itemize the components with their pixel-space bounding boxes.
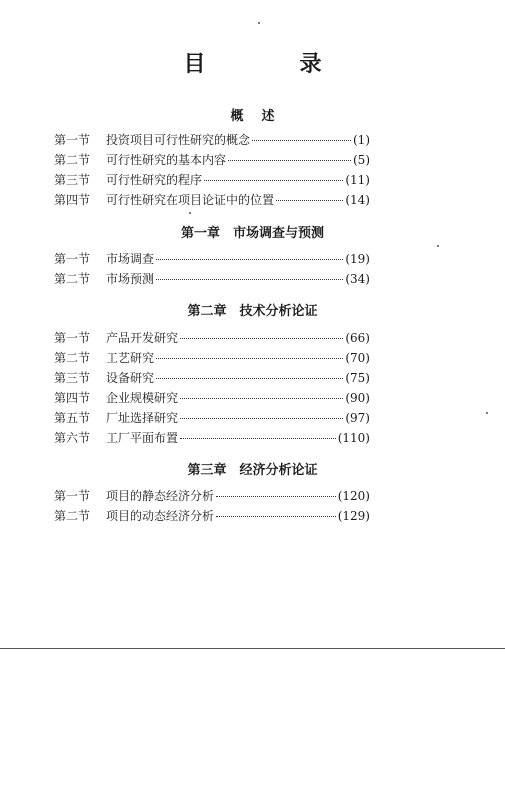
toc-entry[interactable] bbox=[54, 389, 370, 407]
page-reference: (1) bbox=[353, 133, 370, 147]
page-reference: (129) bbox=[337, 509, 370, 523]
toc-entry[interactable] bbox=[54, 171, 370, 189]
dot-leader bbox=[180, 397, 343, 399]
entry-title: 项目的静态经济分析 bbox=[106, 489, 215, 503]
toc-entry[interactable] bbox=[54, 191, 370, 209]
section-number: 第一节 bbox=[54, 331, 91, 345]
scan-speck bbox=[258, 22, 260, 24]
toc-entry[interactable] bbox=[54, 329, 370, 347]
entry-title: 企业规模研究 bbox=[106, 391, 179, 405]
toc-entry[interactable] bbox=[54, 151, 370, 169]
entry-title: 厂址选择研究 bbox=[106, 411, 179, 425]
page-reference: (75) bbox=[345, 371, 370, 385]
toc-entry[interactable] bbox=[54, 250, 370, 268]
entry-title: 投资项目可行性研究的概念 bbox=[106, 133, 251, 147]
page-reference: (110) bbox=[337, 431, 370, 445]
section-number: 第三节 bbox=[54, 173, 91, 187]
page-reference: (90) bbox=[345, 391, 370, 405]
scan-speck bbox=[486, 412, 488, 414]
section-number: 第二节 bbox=[54, 351, 91, 365]
scan-speck bbox=[437, 245, 439, 247]
entry-title: 市场调查 bbox=[106, 252, 155, 266]
entry-title: 工艺研究 bbox=[106, 351, 155, 365]
toc-entry[interactable] bbox=[54, 409, 370, 427]
overview-heading: 概述 bbox=[230, 109, 293, 124]
dot-leader bbox=[204, 179, 343, 181]
section-number: 第四节 bbox=[54, 391, 91, 405]
horizontal-rule bbox=[0, 648, 505, 649]
dot-leader bbox=[216, 515, 336, 517]
toc-entry[interactable] bbox=[54, 131, 370, 149]
toc-entry[interactable] bbox=[54, 507, 370, 525]
toc-entry[interactable] bbox=[54, 349, 370, 367]
page-reference: (19) bbox=[345, 252, 370, 266]
toc-entry[interactable] bbox=[54, 270, 370, 288]
dot-leader bbox=[156, 377, 343, 379]
chapter-heading: 第二章 技术分析论证 bbox=[187, 304, 318, 319]
section-number: 第六节 bbox=[54, 431, 91, 445]
page-reference: (14) bbox=[345, 193, 370, 207]
toc-entry[interactable] bbox=[54, 429, 370, 447]
section-number: 第二节 bbox=[54, 272, 91, 286]
chapter-heading: 第三章 经济分析论证 bbox=[187, 463, 318, 478]
entry-title: 产品开发研究 bbox=[106, 331, 179, 345]
page-reference: (70) bbox=[345, 351, 370, 365]
page-reference: (120) bbox=[337, 489, 370, 503]
page-reference: (97) bbox=[345, 411, 370, 425]
section-number: 第二节 bbox=[54, 509, 91, 523]
section-number: 第五节 bbox=[54, 411, 91, 425]
dot-leader bbox=[156, 258, 343, 260]
entry-title: 可行性研究的基本内容 bbox=[106, 153, 227, 167]
section-number: 第四节 bbox=[54, 193, 91, 207]
entry-title: 工厂平面布置 bbox=[106, 431, 179, 445]
toc-entry[interactable] bbox=[54, 369, 370, 387]
scan-speck bbox=[189, 212, 191, 214]
dot-leader bbox=[252, 139, 351, 141]
dot-leader bbox=[216, 495, 336, 497]
dot-leader bbox=[180, 417, 343, 419]
section-number: 第一节 bbox=[54, 252, 91, 266]
section-number: 第二节 bbox=[54, 153, 91, 167]
section-number: 第三节 bbox=[54, 371, 91, 385]
toc-entry[interactable] bbox=[54, 487, 370, 505]
dot-leader bbox=[276, 199, 343, 201]
entry-title: 可行性研究的程序 bbox=[106, 173, 203, 187]
dot-leader bbox=[156, 278, 343, 280]
chapter-heading: 第一章 市场调查与预测 bbox=[180, 226, 324, 241]
page-reference: (34) bbox=[345, 272, 370, 286]
section-number: 第一节 bbox=[54, 489, 91, 503]
page-title: 目 录 bbox=[183, 51, 358, 77]
entry-title: 市场预测 bbox=[106, 272, 155, 286]
dot-leader bbox=[228, 159, 351, 161]
entry-title: 可行性研究在项目论证中的位置 bbox=[106, 193, 275, 207]
page-reference: (66) bbox=[345, 331, 370, 345]
dot-leader bbox=[180, 337, 343, 339]
entry-title: 项目的动态经济分析 bbox=[106, 509, 215, 523]
dot-leader bbox=[156, 357, 343, 359]
page-reference: (5) bbox=[353, 153, 370, 167]
entry-title: 设备研究 bbox=[106, 371, 155, 385]
section-number: 第一节 bbox=[54, 133, 91, 147]
page-reference: (11) bbox=[345, 173, 370, 187]
dot-leader bbox=[180, 437, 336, 439]
